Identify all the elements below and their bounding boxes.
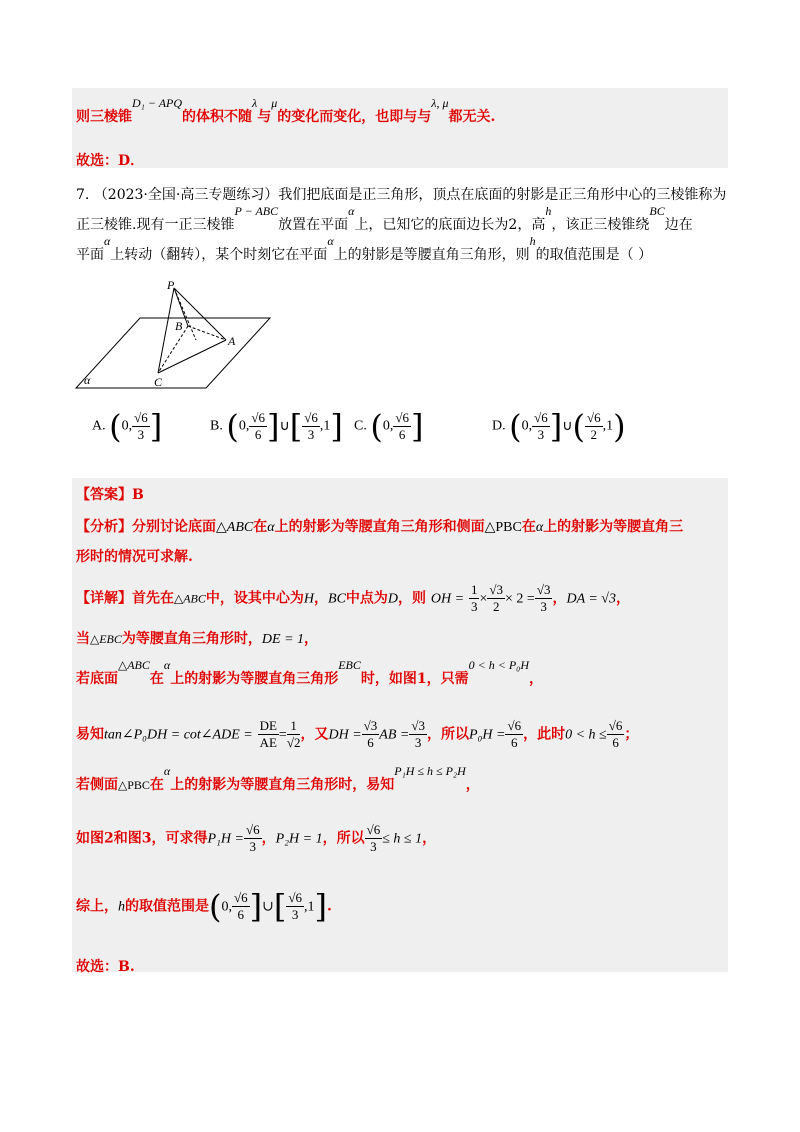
option-b: B. (0, $\frac{√6}{6}$ ]∪[ $\frac{√6}{3}$ ,1] <box>210 407 343 446</box>
label-c: C <box>154 375 163 389</box>
detail-line-7: 综上，h的取值范围是(0, $\frac{√6}{6}$ ]∪[ $\frac{√6}{3}$ ,1]. <box>76 887 332 926</box>
analysis-line-2: 形时的情况可求解. <box>76 549 193 565</box>
detail-line-2: 当△EBC为等腰直角三角形时，DE = 1， <box>76 631 319 647</box>
top-conclusion-line: 则三棱锥D₁ − APQ的体积不随λ与μ的变化而变化，也即与与λ, μ都无关. <box>76 96 496 125</box>
option-d: D. (0, $\frac{√6}{3}$ ]∪( $\frac{√6}{2}$ ,1) <box>492 407 626 446</box>
detail-line-1: 【详解】首先在△ABC中，设其中心为H，BC中点为D，则 OH = $\frac{1}{3}$ × $\frac{√3}{2}$ × 2 = $\frac{√3}{3}$ ，DA = √3， <box>76 582 630 614</box>
pyramid-figure <box>70 278 280 393</box>
detail-line-6: 如图2和图3，可求得P₁H = $\frac{√6}{3}$ ，P₂H = 1，所以 $\frac{√6}{3}$ ≤ h ≤ 1， <box>76 822 437 854</box>
label-p: P <box>167 278 175 292</box>
option-a: A. (0, $\frac{√6}{3}$ ] <box>92 407 163 446</box>
analysis-line-1: 【分析】分别讨论底面△ABC在α上的射影为等腰直角三角形和侧面△PBC在α上的射影为等腰直角三 <box>76 519 684 535</box>
answer-label: 【答案】B <box>76 487 144 503</box>
detail-line-4: 易知tan∠P₀DH = cot∠ADE = $\frac{DE}{AE}$ = $\frac{1}{√2}$ ，又DH = $\frac{√3}{6}$ AB = $\frac{√3}{3}$ ，所以P₀H = $\frac{√6}{6}$ ，此时0 < h ≤ $\frac{√6}{6}$ ； <box>76 718 639 750</box>
label-alpha: α <box>84 373 91 387</box>
final-answer: 故选：B. <box>76 959 135 975</box>
question-line-2: 正三棱锥.现有一正三棱锥P − ABC放置在平面α上，已知它的底面边长为2，高h，该正三棱锥绕BC边在 <box>76 204 693 233</box>
detail-line-3: 若底面△ABC在α上的射影为等腰直角三角形EBC时，如图1，只需0 < h < P₀H， <box>76 658 544 687</box>
question-line-3: 平面α上转动（翻转），某个时刻它在平面α上的射影是等腰直角三角形，则h的取值范围是（ ） <box>76 234 653 263</box>
label-a: A <box>228 334 236 348</box>
option-c: C. (0, $\frac{√6}{6}$ ] <box>354 407 424 446</box>
edge-ba <box>188 326 226 340</box>
top-answer-line: 故选：D． <box>76 153 145 169</box>
detail-line-5: 若侧面△PBC在α上的射影为等腰直角三角形时，易知P₁H ≤ h ≤ P₂H， <box>76 764 480 793</box>
plane-alpha <box>76 318 270 388</box>
label-b: B <box>175 319 183 333</box>
question-line-1: 7. （2023·全国·高三专题练习）我们把底面是正三角形，顶点在底面的射影是正三角形中心的三棱锥称为 <box>76 187 727 203</box>
